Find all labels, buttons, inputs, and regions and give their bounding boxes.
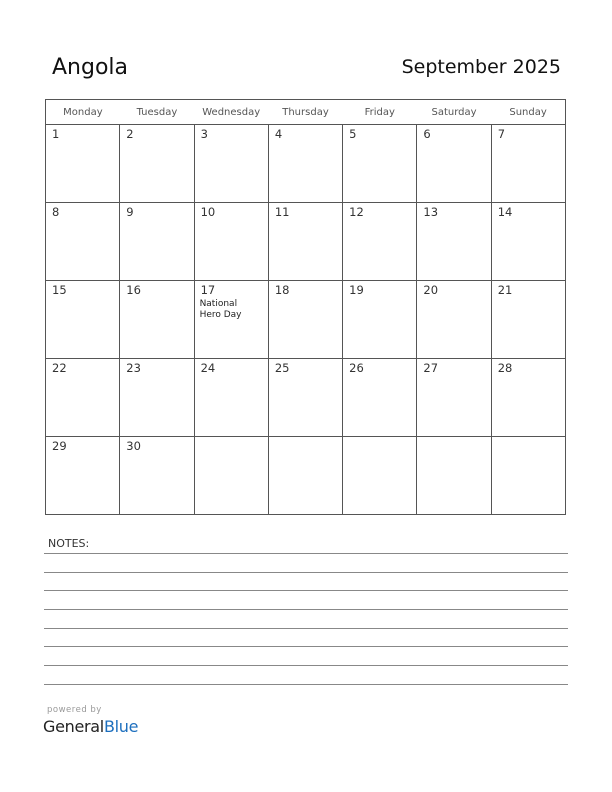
calendar-day-cell [268, 359, 342, 437]
weekday-header: Tuesday [120, 100, 194, 125]
day-number: 1 [52, 127, 60, 141]
calendar-day-cell [46, 281, 120, 359]
calendar-day-cell [194, 281, 268, 359]
calendar-day-cell [120, 203, 194, 281]
weekday-header: Saturday [417, 100, 491, 125]
day-number: 28 [497, 361, 513, 375]
day-number: 10 [200, 205, 216, 219]
day-number: 23 [126, 361, 141, 375]
calendar-grid [45, 99, 566, 515]
calendar-day-cell [491, 203, 565, 281]
calendar-day-cell [194, 359, 268, 437]
day-number: 27 [423, 361, 439, 375]
day-number: 21 [497, 283, 513, 297]
day-number [417, 437, 490, 440]
day-number: 19 [349, 283, 364, 297]
calendar-week-row [46, 437, 566, 515]
calendar-day-cell [268, 437, 342, 515]
note-line [44, 646, 568, 647]
calendar-day-cell [343, 125, 417, 203]
calendar-day-cell [343, 437, 417, 515]
day-number: 6 [423, 127, 431, 141]
calendar-day-cell [491, 125, 565, 203]
calendar-day-cell [46, 359, 120, 437]
calendar-day-cell [417, 125, 491, 203]
day-number [492, 437, 565, 440]
holiday-label: National Hero Day [199, 298, 242, 321]
calendar-day-cell [417, 281, 491, 359]
calendar-day-cell [268, 125, 342, 203]
calendar-day-cell [491, 281, 565, 359]
day-number: 4 [274, 127, 283, 141]
day-number: 25 [274, 361, 290, 375]
country-title: Angola [52, 55, 129, 80]
day-number: 20 [423, 283, 439, 297]
calendar-day-cell [46, 125, 120, 203]
weekday-header-row [46, 100, 566, 125]
calendar-day-cell [417, 359, 491, 437]
calendar-week-row [46, 203, 566, 281]
day-number: 12 [349, 205, 364, 219]
calendar-week-row [46, 359, 566, 437]
calendar-day-cell [417, 203, 491, 281]
weekday-header: Monday [46, 100, 120, 125]
day-number: 29 [52, 439, 67, 453]
notes-label: NOTES: [48, 537, 90, 550]
brand-part-blue: Blue [103, 717, 139, 736]
day-number: 13 [423, 205, 439, 219]
day-number: 22 [52, 361, 67, 375]
note-line [44, 628, 568, 629]
note-line [44, 590, 568, 591]
note-line [44, 572, 568, 573]
day-number: 9 [126, 205, 134, 219]
day-number: 3 [200, 127, 208, 141]
brand-part-general: General [43, 717, 104, 736]
calendar-day-cell [46, 203, 120, 281]
generalblue-logo[interactable] [43, 717, 138, 736]
calendar-day-cell [120, 281, 194, 359]
day-number: 2 [126, 127, 134, 141]
day-number: 8 [52, 205, 60, 219]
day-number: 17 [200, 283, 216, 297]
weekday-header: Thursday [268, 100, 342, 125]
calendar-week-row [46, 125, 566, 203]
day-number: 26 [349, 361, 364, 375]
calendar-day-cell [120, 359, 194, 437]
day-number: 14 [497, 205, 513, 219]
day-number: 30 [126, 439, 141, 453]
day-number: 16 [126, 283, 141, 297]
day-number: 7 [497, 127, 506, 141]
calendar-day-cell [120, 437, 194, 515]
calendar-day-cell [194, 437, 268, 515]
note-line [44, 665, 568, 666]
note-line [44, 684, 568, 685]
powered-by-text: powered by [47, 705, 102, 715]
note-line [44, 609, 568, 610]
day-number: 15 [52, 283, 67, 297]
calendar-day-cell [194, 125, 268, 203]
calendar-day-cell [343, 281, 417, 359]
day-number [269, 437, 342, 440]
calendar-day-cell [343, 359, 417, 437]
calendar-day-cell [343, 203, 417, 281]
weekday-header: Wednesday [194, 100, 268, 125]
weekday-header: Sunday [491, 100, 565, 125]
calendar-week-row [46, 281, 566, 359]
month-year-title: September 2025 [401, 56, 561, 78]
calendar-day-cell [417, 437, 491, 515]
calendar-day-cell [268, 203, 342, 281]
day-number: 24 [200, 361, 216, 375]
calendar-day-cell [46, 437, 120, 515]
day-number: 11 [274, 205, 290, 219]
day-number: 5 [349, 127, 357, 141]
note-line [44, 553, 568, 554]
calendar-day-cell [491, 359, 565, 437]
calendar-day-cell [120, 125, 194, 203]
calendar-day-cell [194, 203, 268, 281]
calendar-day-cell [268, 281, 342, 359]
weekday-header: Friday [343, 100, 417, 125]
calendar-day-cell [491, 437, 565, 515]
day-number [343, 437, 416, 440]
day-number: 18 [274, 283, 290, 297]
day-number [195, 437, 268, 440]
